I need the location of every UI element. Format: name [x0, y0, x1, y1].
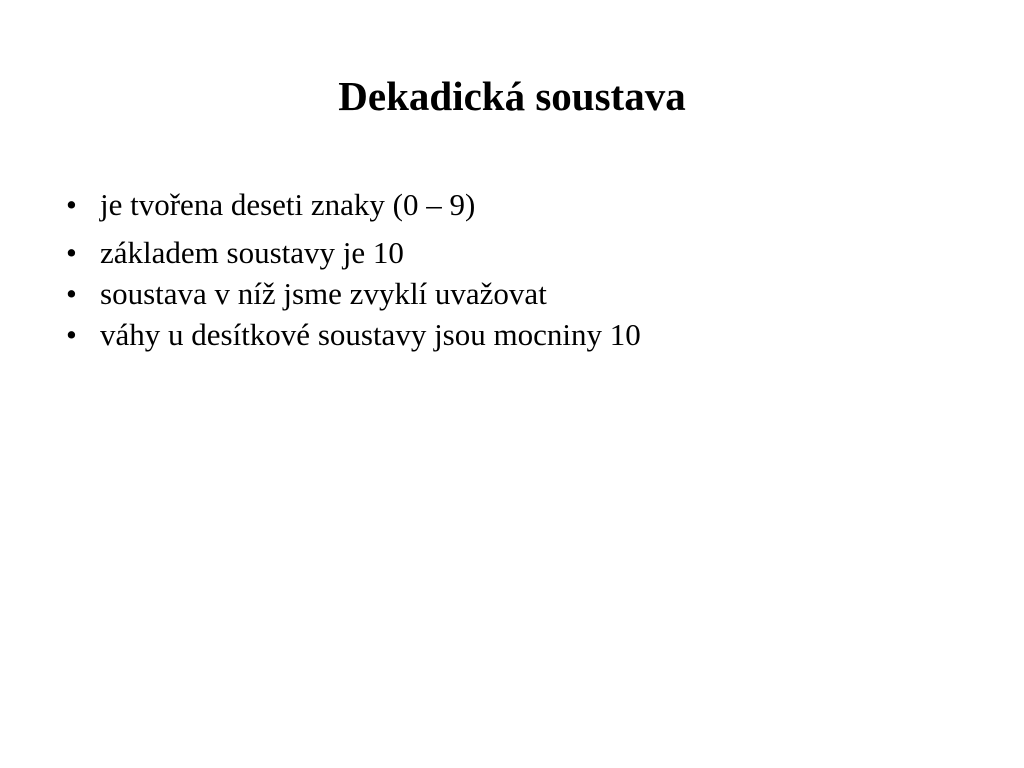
bullet-item [66, 314, 966, 355]
bullet-text: je tvořena deseti znaky (0 – 9) [100, 187, 476, 222]
bullet-item [66, 232, 966, 273]
bullet-item [66, 273, 966, 314]
bullet-text: váhy u desítkové soustavy jsou mocniny 10 [100, 317, 641, 352]
bullet-item [66, 184, 966, 225]
bullet-icon: • [66, 187, 77, 222]
bullet-list [66, 184, 966, 355]
bullet-text: základem soustavy je 10 [100, 235, 404, 270]
bullet-icon: • [66, 276, 77, 311]
bullet-icon: • [66, 317, 77, 352]
bullet-icon: • [66, 235, 77, 270]
slide-title: Dekadická soustava [338, 73, 686, 119]
bullet-text: soustava v níž jsme zvyklí uvažovat [100, 276, 547, 311]
